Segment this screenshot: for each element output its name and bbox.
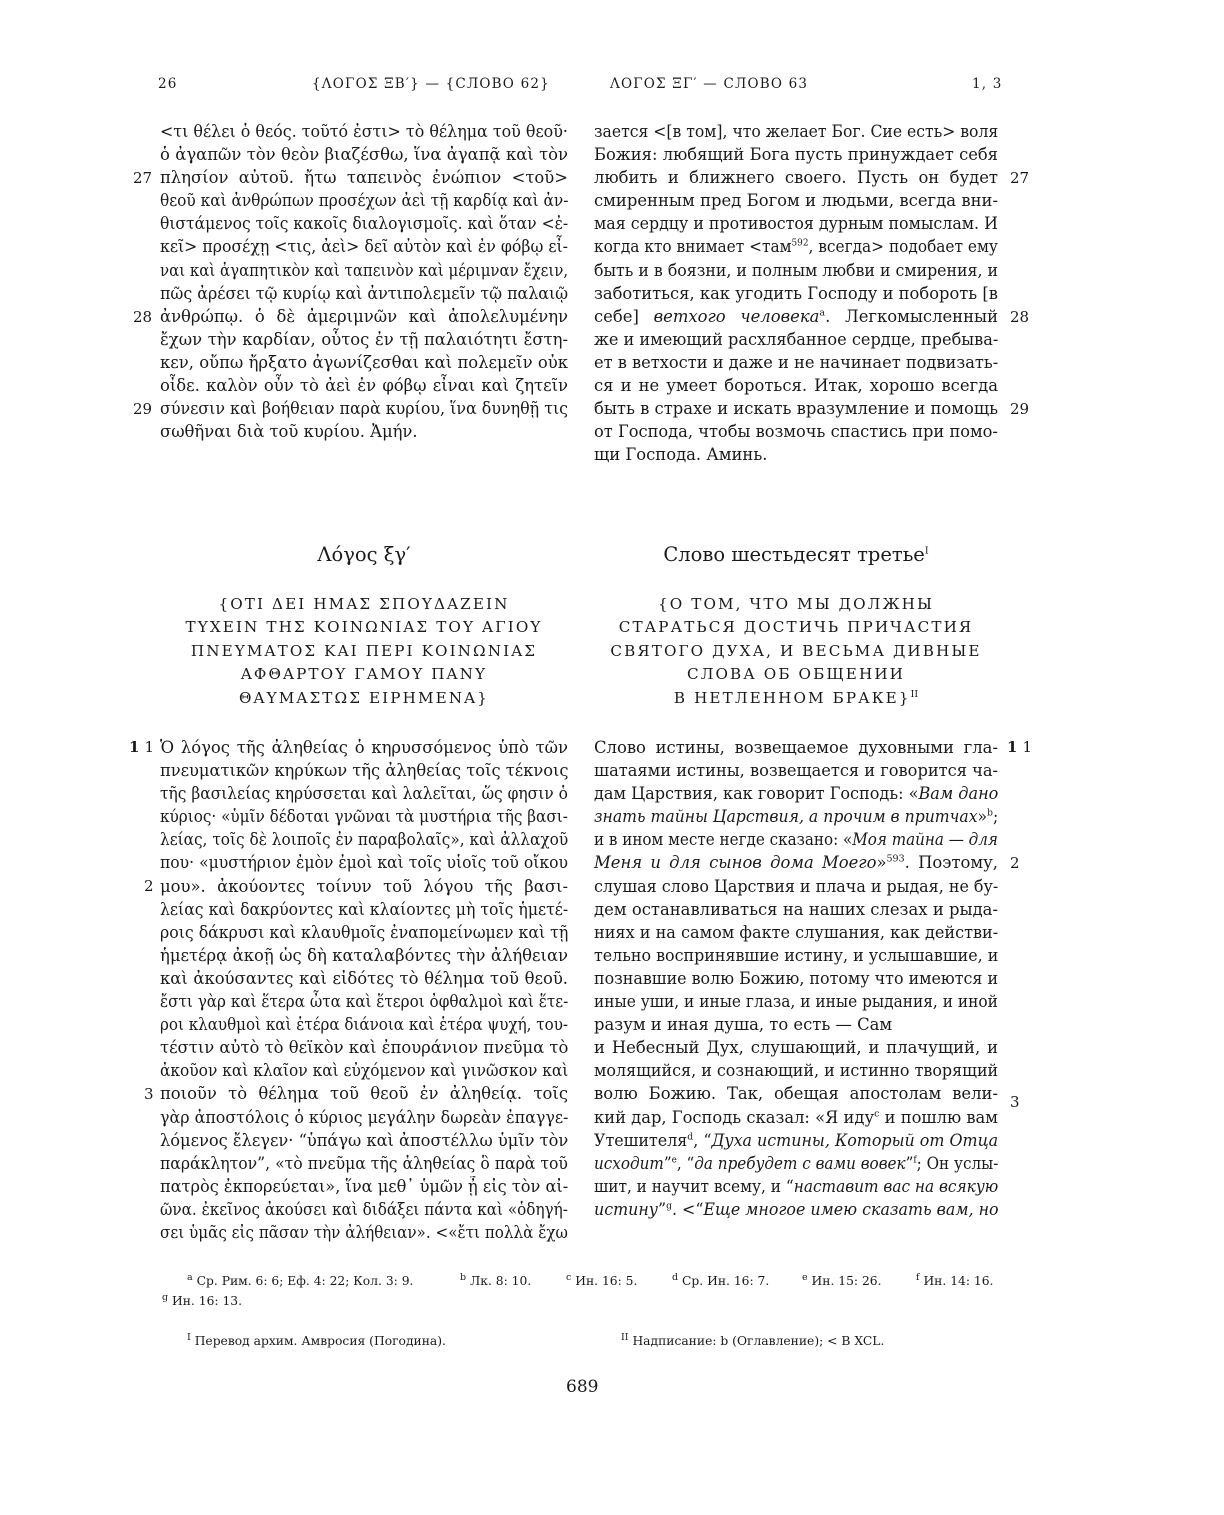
ru-main-line: разум и иная душа, то есть — Сам [594,1015,893,1035]
text-line: ροις δάκρυσι καὶ κλαυθμοῖς ἐναπομείνωμεν καὶ τῇ [160,922,569,942]
text-line: ἔστι γὰρ καὶ ἕτερα ὦτα καὶ ἕτεροι ὀφθαλμοὶ καὶ ἕτε- [160,992,569,1012]
text-line: σει ὑμᾶς εἰς πᾶσαν τὴν ἀλήθειαν». <«ἔτι πολλὰ ἔχω [160,1222,568,1242]
text-line: ἡμετέρᾳ ἀκοῇ ὡς δὴ καταλαβόντες τὴν ἀλήθειαν [160,945,568,965]
text-line: πατρὸς ἐκπορεύεται», ἵνα μεθ᾽ ὑμῶν ᾖ εἰς τὸν αἰ- [160,1176,569,1196]
text-line: παράκλητον”, «τὸ πνεῦμα τῆς ἀληθείας ὃ παρὰ τοῦ [160,1153,568,1173]
chapter-number-right: 1 1 [1007,738,1032,756]
note-ref: c [874,1108,880,1120]
text-line: <τι θέλει ὁ θεός. τοῦτό ἐστι> τὸ θέλημα τοῦ θεοῦ· [160,122,568,141]
footnote-g: $^g$ Ин. 16: 13. [162,1291,243,1308]
text-line: σωθῆναι διὰ τοῦ κυρίου. Ἀμήν. [160,422,418,442]
ru-top-line: Божия: любящий Бога пусть принуждает себя [594,145,998,165]
ru-main-line: тельно воспринявшие истину, и услышавшие, и [594,945,999,965]
ru-top-line: быть и в боязни, и полным любви и смирения, и [594,260,999,280]
text-line: ἀκοῦον καὶ κλαῖον καὶ εὐχόμενον καὶ γινῶσκον καὶ [160,1061,569,1081]
text-line: λείας καὶ δακρύοντες καὶ κλαίοντες μὴ τοῖς ἡμετέ- [160,899,569,919]
ru-top-line: любить и ближнего своего. Пусть он будет [594,168,998,188]
greek-column-main [160,736,568,1244]
text-line: πῶς ἀρέσει τῷ κυρίῳ καὶ ἀντιπολεμεῖν τῷ παλαιῷ [160,283,569,303]
text-line: В НЕТЛЕННОМ БРАКЕ}$^{II}$ [673,688,919,707]
text-line: καὶ ἀκούσαντες καὶ εἰδότες τὸ θέλημα τοῦ θεοῦ. [160,968,568,988]
ru-top-line: же и имеющий расхлябанное сердце, пребыва- [594,329,999,349]
footnote-e: $^e$ Ин. 15: 26. [802,1271,882,1288]
ru-main-line: молящийся, и сознающий, и истинно творящий [594,1061,999,1081]
text-line: τῆς βασιλείας κηρύσσεται καὶ λαλεῖται, ὥς φησιν ὁ [160,784,568,804]
note-ref: II [910,688,919,700]
text-line: ἔχων τὴν καρδίαν, οὗτος ἐν τῇ παλαιότητι ἔστη- [160,329,568,349]
greek-column-top [160,120,568,443]
russian-chapter-subtitle [594,593,998,710]
verse-number-28-left: 28 [133,308,153,326]
note-ref: b [987,807,993,819]
ru-main-line: и в ином месте негде сказано: «Моя тайна — для [594,830,998,850]
left-page-number: 26 [158,76,178,92]
ru-main-line: шит, и научит всему, и “наставит вас на всякую [594,1176,999,1196]
verse-number-3-right: 3 [1010,1093,1020,1111]
right-running-title: ΛΟΓΟΣ ΞΓ′ — СЛОВО 63 [610,76,809,92]
verse-number-2-left: 2 [144,877,154,895]
ru-main-line: шатаями истины, возвещается и говорится ча- [594,761,998,781]
text-line: ἀνθρώπῳ. ὁ δὲ ἀμεριμνῶν καὶ ἀπολελυμένην [160,306,568,326]
footnote-d: $^d$ Ср. Ин. 16: 7. [672,1271,770,1288]
text-line: СВЯТОГО ДУХА, И ВЕСЬМА ДИВНЫЕ [610,641,982,660]
text-line: πλησίον αὐτοῦ. ἤτω ταπεινὸς ἐνώπιον <τοῦ> [160,168,568,188]
ru-top-line: когда кто внимает <там$^{592}$, всегда> подобает ему [594,237,998,257]
text-line: οἶδε. καλὸν οὖν τὸ ἀεὶ ἐν φόβῳ εἶναι καὶ ζητεῖν [160,376,568,396]
verse-number-3-left: 3 [144,1085,154,1103]
ru-main-line: знать тайны Царствия, а прочим в притчах»$^b$; [594,807,999,827]
note-ref: 592 [791,238,809,249]
ru-main-line: волю Божию. Так, обещая апостолам вели- [594,1084,998,1104]
text-line: ροι κλαυθμοὶ καὶ ἑτέρα διάνοια καὶ ἑτέρα ψυχή, του- [160,1015,569,1035]
verse-number-28-right: 28 [1010,308,1030,326]
text-line: {ΟΤΙ ΔΕΙ ΗΜΑΣ ΣΠΟΥΔΑΖΕΙΝ [218,595,510,613]
text-line: ΤΥΧΕΙΝ ΤΗΣ ΚΟΙΝΩΝΙΑΣ ΤΟΥ ΑΓΙΟΥ [185,618,543,637]
text-line: СЛОВА ОБ ОБЩЕНИИ [686,665,906,684]
note-ref: I [924,545,929,557]
text-line: πνευματικῶν κηρύκων τῆς ἀληθείας τοῖς τέκνοις [160,761,569,781]
ru-main-line: Меня и для сынов дома Моего»$^{593}$. Поэтому, [594,853,998,873]
verse-number-29-right: 29 [1010,400,1030,418]
verse-number-29-left: 29 [133,400,153,418]
ru-top-line: ся и не умеет бороться. Итак, хорошо всегда [594,376,998,396]
text-line: ΠΝΕΥΜΑΤΟΣ ΚΑΙ ΠΕΡΙ ΚΟΙΝΩΝΙΑΣ [190,641,538,660]
ru-main-line: кий дар, Господь сказал: «Я иду$^c$ и пошлю вам [594,1107,998,1127]
verse-number-27-left: 27 [133,169,153,187]
greek-chapter-title: Λόγος ξγ′ [317,543,411,566]
text-line: Ὁ λόγος τῆς ἀληθείας ὁ κηρυσσόμενος ὑπὸ τῶν [160,738,568,757]
text-line: ΑΦΘΑΡΤΟΥ ΓΑΜΟΥ ΠΑΝΥ [240,665,488,684]
note-ref: f [913,1154,917,1166]
chapter-number-left: 1 1 [129,738,154,756]
ru-top-line: щи Господа. Аминь. [594,445,768,465]
ru-main-line: и Небесный Дух, слушающий, и плачущий, и [594,1038,998,1058]
text-line: που· «μυστήριον ἐμὸν ἐμοὶ καὶ τοῖς υἱοῖς τοῦ οἴκου [160,853,568,873]
ru-main-line: дем останавливаться на наших слезах и рыда- [594,899,998,919]
text-line: ποιοῦν τὸ θέλημα τοῦ θεοῦ ἐν ἀληθείᾳ. τοῖς [160,1084,568,1104]
text-line: τέστιν αὐτὸ τὸ θεϊκὸν καὶ ἐπουράνιον πνεῦμα τὸ [160,1038,569,1058]
ru-top-line: ет в ветхости и даже и не начинает подвизать- [594,352,999,372]
ru-main-line: Утешителя$^d$, “Духа истины, Который от Отца [594,1130,999,1150]
ru-main-line: иные уши, и иные глаза, и иные рыдания, и иной [594,992,998,1012]
ru-top-line: заботиться, как угодить Господу и побороть [в [594,283,998,303]
text-line: γὰρ ἀποστόλοις ὁ κύριος μεγάλην δωρεὰν ἐπαγγε- [160,1107,569,1127]
ru-main-line: Слово истины, возвещаемое духовными гла- [594,738,998,757]
ru-main-line: ниях и на самом факте слушания, как действи- [594,922,999,942]
ru-top-line: мая сердцу и противостоя дурным помыслам. И [594,214,998,234]
russian-column-top [594,120,998,466]
greek-chapter-subtitle [160,593,568,710]
ru-main-line: слушая слово Царствия и плача и рыдая, не бу- [594,876,999,896]
text-line: κεῖ> προσέχῃ <τις, ἀεὶ> δεῖ αὐτὸν καὶ ἐν φόβῳ εἶ- [160,237,568,257]
footnote-b: $^b$ Лк. 8: 10. [460,1271,532,1288]
text-line: {О ТОМ, ЧТО МЫ ДОЛЖНЫ [657,595,935,613]
right-reference: 1, 3 [972,76,1003,92]
note-ref: a [819,307,826,319]
ru-main-line: дам Царствия, как говорит Господь: «Вам дано [594,784,999,804]
footnote-I: $^I$ Перевод архим. Амвросия (Погодина). [187,1331,446,1348]
footnote-II: $^{II}$ Надписание: b (Оглавление); < B XCL. [621,1331,885,1348]
text-line: σύνεσιν καὶ βοήθειαν παρὰ κυρίου, ἵνα δυνηθῇ τις [160,399,569,419]
text-line: ΘΑΥΜΑΣΤΩΣ ΕΙΡΗΜΕΝΑ} [239,688,489,707]
russian-chapter-title: Слово шестьдесят третье$^I$ [663,543,929,566]
ru-top-line: себе] ветхого человека$^a$. Легкомысленный [594,306,998,326]
ru-top-line: смиренным пред Богом и людьми, всегда вни- [594,191,998,211]
text-line: κύριος· «ὑμῖν δέδοται γνῶναι τὰ μυστήρια τῆς βασι- [160,807,568,827]
ru-main-line: познавшие волю Божию, потому что имеются и [594,968,999,988]
note-ref: g [666,1200,672,1212]
ru-top-line: зается <[в том], что желает Бог. Сие есть> воля [594,122,999,141]
text-line: θιστάμενος τοῖς κακοῖς διαλογισμοῖς. καὶ ὅταν <ἐ- [160,214,569,234]
note-ref: e [671,1154,677,1166]
footnote-a: $^a$ Ср. Рим. 6: 6; Еф. 4: 22; Кол. 3: 9. [187,1271,414,1288]
note-ref: 593 [886,854,905,865]
left-running-title: {ΛΟΓΟΣ ΞΒ′} — {СЛОВО 62} [312,76,550,92]
text-line: κεν, οὔπω ἤρξατο ἀγωνίζεσθαι καὶ πολεμεῖν οὐκ [160,352,568,372]
note-ref: d [687,1131,694,1143]
text-line: ῶνα. ἐκεῖνος ἀκούσει καὶ διδάξει πάντα καὶ «ὁδηγή- [160,1199,568,1219]
text-line: ὁ ἀγαπῶν τὸν θεὸν βιαζέσθω, ἵνα ἀγαπᾷ καὶ τὸν [160,145,568,165]
ru-top-line: от Господа, чтобы возмочь спастись при помо- [594,422,998,442]
text-line: μου». ἀκούοντες τοίνυν τοῦ λόγου τῆς βασι- [160,876,568,896]
footnote-f: $^f$ Ин. 14: 16. [916,1271,994,1288]
text-line: СТАРАТЬСЯ ДОСТИЧЬ ПРИЧАСТИЯ [618,618,974,637]
ru-top-line: быть в страхе и искать вразумление и помощь [594,399,999,419]
ru-main-line: исходит”$^e$, “да пребудет с вами вовек”$^f$; Он услы- [594,1153,999,1173]
text-line: λόμενος ἔλεγεν· “ὑπάγω καὶ ἀποστέλλω ὑμῖν τὸν [160,1130,569,1150]
page-number: 689 [566,1377,599,1397]
verse-number-27-right: 27 [1010,169,1030,187]
text-line: λείας, τοῖς δὲ λοιποῖς ἐν παραβολαῖς», καὶ ἀλλαχοῦ [160,830,569,850]
footnote-c: $^c$ Ин. 16: 5. [566,1271,638,1288]
verse-number-2-right: 2 [1010,854,1020,872]
russian-column-main [594,736,998,1221]
text-line: ναι καὶ ἀγαπητικὸν καὶ ταπεινὸν καὶ μέριμναν ἔχειν, [160,260,569,280]
text-line: θεοῦ καὶ ἀνθρώπων προσέχων ἀεὶ τῇ καρδίᾳ καὶ ἀν- [160,191,569,211]
ru-main-line: истину”$^g$. <“Еще многое имею сказать вам, но [594,1199,999,1219]
